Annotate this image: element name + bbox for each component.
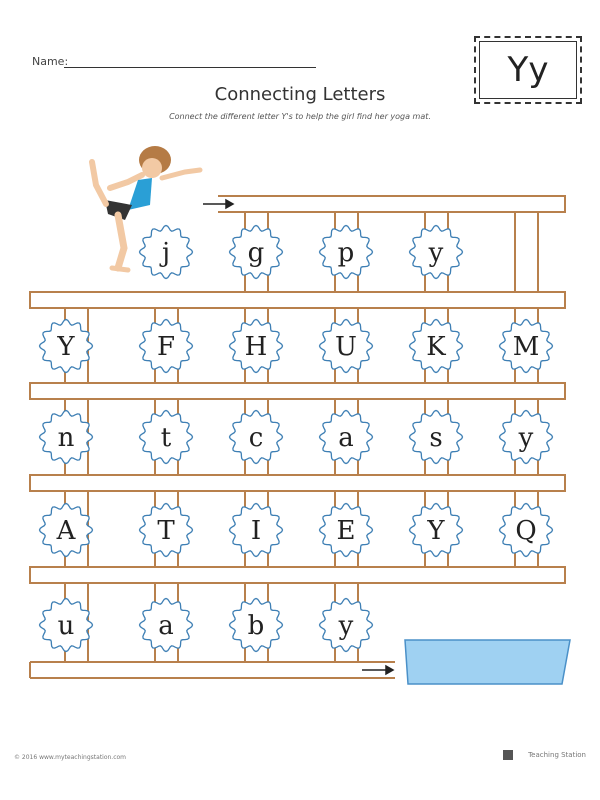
letter-text: y [518, 423, 534, 453]
letter-text: U [335, 332, 357, 362]
letter-cell[interactable] [140, 504, 193, 557]
yoga-mat-icon [405, 640, 570, 684]
footer-copyright: © 2016 www.myteachingstation.com [14, 754, 127, 761]
letter-cell[interactable] [320, 504, 373, 557]
letter-cell[interactable] [40, 599, 93, 652]
letter-text: a [158, 611, 174, 641]
letter-text: K [426, 332, 446, 362]
instructions-text: Connect the different letter Y's to help the girl find her yoga mat. [169, 112, 431, 121]
letter-cell[interactable] [410, 320, 463, 373]
letter-cell[interactable] [500, 320, 553, 373]
letter-cell[interactable] [410, 504, 463, 557]
letter-cell[interactable] [230, 599, 283, 652]
letter-cell[interactable] [40, 411, 93, 464]
letter-text: s [429, 423, 443, 453]
letter-text: T [157, 516, 175, 546]
letter-cell[interactable] [410, 226, 463, 279]
letter-cell[interactable] [500, 504, 553, 557]
letter-text: j [161, 238, 171, 268]
letter-text: F [156, 332, 176, 362]
letter-cell[interactable] [40, 504, 93, 557]
letter-cell[interactable] [140, 411, 193, 464]
letter-text: n [57, 423, 75, 453]
letter-cell[interactable] [230, 226, 283, 279]
letter-text: A [56, 516, 76, 546]
letter-text: M [512, 332, 540, 362]
letter-text: p [337, 238, 355, 268]
letter-text: y [338, 611, 354, 641]
footer-brand: Teaching Station [528, 751, 586, 759]
letter-grid [40, 226, 553, 652]
logo-icon [503, 750, 513, 760]
letter-text: Q [515, 516, 537, 546]
letter-cell[interactable] [320, 411, 373, 464]
letter-text: g [247, 238, 265, 268]
letter-cell[interactable] [320, 320, 373, 373]
letter-text: y [428, 238, 444, 268]
letter-cell[interactable] [410, 411, 463, 464]
letter-cell[interactable] [40, 320, 93, 373]
letter-text: b [247, 611, 265, 641]
letter-cell[interactable] [140, 320, 193, 373]
letter-text: Y [57, 332, 75, 362]
letter-text: Y [427, 516, 445, 546]
arrow-icon [203, 200, 233, 208]
letter-cell[interactable] [230, 320, 283, 373]
arrow-icon [362, 666, 393, 674]
letter-cell[interactable] [140, 226, 193, 279]
letter-cell[interactable] [230, 411, 283, 464]
letter-text: t [160, 423, 172, 453]
letter-text: u [57, 611, 75, 641]
letter-cell[interactable] [140, 599, 193, 652]
letter-cell[interactable] [320, 226, 373, 279]
letter-text: a [338, 423, 354, 453]
letter-text: c [248, 423, 264, 453]
name-label: Name: [32, 55, 69, 68]
letter-cell[interactable] [230, 504, 283, 557]
letter-text: H [244, 332, 268, 362]
letter-box-text: Yy [507, 50, 549, 90]
worksheet-title: Connecting Letters [214, 84, 386, 105]
letter-cell[interactable] [320, 599, 373, 652]
letter-text: E [336, 516, 356, 546]
letter-cell[interactable] [500, 411, 553, 464]
letter-text: I [250, 516, 262, 546]
